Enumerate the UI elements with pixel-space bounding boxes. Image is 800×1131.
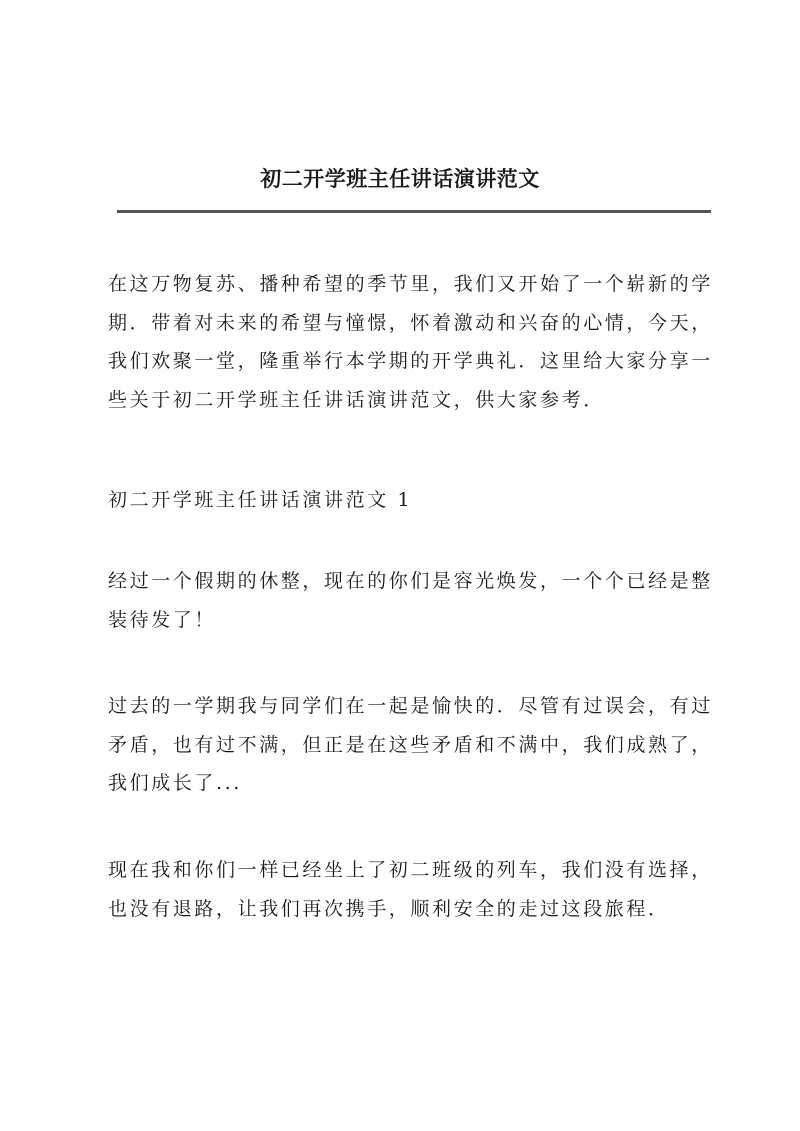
body-paragraph-1: 经过一个假期的休整，现在的你们是容光焕发，一个个已经是整装待发了！ [108, 570, 713, 631]
section-heading: 初二开学班主任讲话演讲范文 1 [108, 489, 413, 511]
document-title: 初二开学班主任讲话演讲范文 [260, 166, 540, 191]
body-paragraph-2: 过去的一学期我与同学们在一起是愉快的．尽管有过误会，有过矛盾，也有过不满，但正是在这些矛盾和不满中，我们成熟了，我们成长了... [108, 695, 713, 794]
intro-paragraph: 在这万物复苏、播种希望的季节里，我们又开始了一个崭新的学期．带着对未来的希望与憧憬，怀着激动和兴奋的心情，今天，我们欢聚一堂，隆重举行本学期的开学典礼．这里给大家分享一些关于初二开学班主任讲话演讲范文，供大家参考． [108, 273, 713, 411]
title-underline [117, 210, 711, 213]
body-paragraph-3: 现在我和你们一样已经坐上了初二班级的列车，我们没有选择，也没有退路，让我们再次携手，顺利安全的走过这段旅程． [108, 859, 713, 920]
